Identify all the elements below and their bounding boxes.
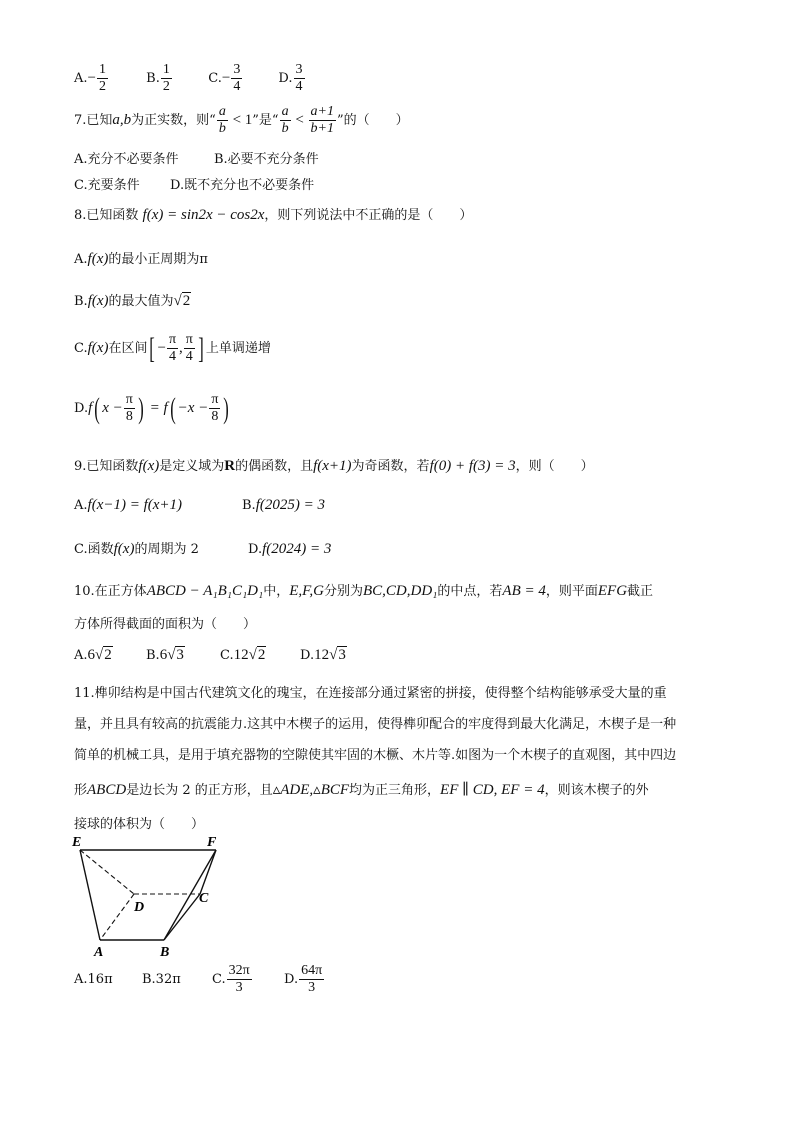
q6-option-b: B. $\frac{1}{2}$ [146,62,170,94]
q9-option-c: C.函数f(x)的周期为 2 [74,541,199,557]
q11-option-a: A.16π [74,972,113,987]
fraction: $\frac{3}{4}$ [233,62,241,94]
wedge-figure [70,832,230,962]
fraction: $\frac{3}{4}$ [295,62,303,94]
q10-options [74,647,347,664]
q10-stem-line2: 方体所得截面的面积为（ ） [74,617,257,632]
fraction: $\frac{a}{b}$ [218,104,226,136]
q7-stem: 7.已知a,b为正实数，则“ $\frac{a}{b}$ < 1”是“ $\frac{a}{b}$ < $\frac{a+1}{b+1}$ ”的（ ） [74,104,409,136]
label-D: D [134,900,145,915]
label-E: E [72,835,82,850]
q6-option-c: C.− $\frac{3}{4}$ [208,62,241,94]
q11-option-b: B.32π [142,972,181,987]
q11-line5: 接球的体积为（ ） [74,817,205,832]
q11-option-d: D. $\frac{64\pi}{3}$ [284,963,323,995]
q11-line4: 形ABCD是边长为 2 的正方形，且▵ADE,▵BCF均为正三角形，EF ∥ CD, EF = 4，则该木楔子的外 [74,782,649,798]
sqrt: √2 [173,293,191,309]
q7-option-a: A.充分不必要条件 [74,152,179,167]
fraction: $\frac{a}{b}$ [281,104,289,136]
q10-option-b: B.6√3 [146,647,184,663]
fraction: $\frac{\pi}{8}$ [125,392,133,424]
q8-option-d: D.f( x − $\frac{\pi}{8}$ ) = f( −x − $\frac{\pi}{8}$ ) [74,391,230,425]
q11-line1: 11.榫卯结构是中国古代建筑文化的瑰宝，在连接部分通过紧密的拼接，使得整个结构能够承受大量的重 [74,686,667,701]
label-B: B [160,945,170,960]
edge-BC [164,894,200,940]
label-A: A [94,945,104,960]
q11-options [74,963,325,996]
q11-line2: 量，并且具有较高的抗震能力.这其中木楔子的运用，使得榫卯配合的牢度得到最大化满足，木楔子是一种 [74,717,677,732]
fraction: $\frac{\pi}{4}$ [168,332,177,364]
q7-option-c: C.充要条件 [74,178,140,193]
q9-options-row1 [74,497,325,514]
edge-EA [80,850,100,940]
q9-option-a: A.f(x−1) = f(x+1) [74,497,183,513]
q10-option-a: A.6√2 [74,647,112,663]
label-C: C [199,891,209,906]
q10-stem-line1: 10.在正方体ABCD − A₁B₁C₁D₁中，E,F,G分别为BC,CD,DD₁的中点，若AB = 4，则平面EFG截正 [74,583,654,599]
q7-options-row1 [74,148,319,167]
q11-option-c: C. $\frac{32\pi}{3}$ [212,963,250,995]
q11-line3: 简单的机械工具，是用于填充器物的空隙使其牢固的木橛、木片等.如图为一个木楔子的直观图，其中四边 [74,748,677,763]
fraction: $\frac{\pi}{8}$ [211,392,219,424]
q10-option-c: C.12√2 [220,647,266,663]
fraction: $\frac{\pi}{4}$ [185,332,193,364]
label-F: F [207,835,217,850]
q8-option-a: A.f(x)的最小正周期为π [74,251,208,267]
q8-option-c: C.f(x)在区间[ − $\frac{\pi}{4}$ , $\frac{\pi}{4}$ ] 上单调递增 [74,331,271,365]
q7-option-d: D.既不充分也不必要条件 [170,178,315,193]
q9-stem: 9.已知函数f(x)是定义域为R的偶函数，且f(x+1)为奇函数，若f(0) + f(3) = 3，则（ ） [74,458,594,474]
edge-CF [200,850,216,894]
q7-options-row2 [74,174,314,193]
fraction: $\frac{64\pi}{3}$ [301,963,323,995]
q6-options [74,62,306,95]
q9-options-row2 [74,538,331,558]
fraction: $\frac{1}{2}$ [162,62,170,94]
q6-option-d: D. $\frac{3}{4}$ [278,62,303,94]
fraction: $\frac{1}{2}$ [99,62,106,94]
edge-DA [100,894,134,940]
q8-stem: 8.已知函数 f(x) = sin2x − cos2x，则下列说法中不正确的是（ ） [74,207,473,223]
fraction: $\frac{32\pi}{3}$ [228,963,250,995]
q6-option-a: A.− $\frac{1}{2}$ [74,62,106,94]
q10-option-d: D.12√3 [300,647,346,663]
fraction: $\frac{a+1}{b+1}$ [310,104,334,136]
q8-option-b: B.f(x)的最大值为√2 [74,293,191,309]
q9-option-d: D.f(2024) = 3 [248,541,332,557]
q9-option-b: B.f(2025) = 3 [242,497,325,513]
q7-option-b: B.必要不充分条件 [214,152,319,167]
